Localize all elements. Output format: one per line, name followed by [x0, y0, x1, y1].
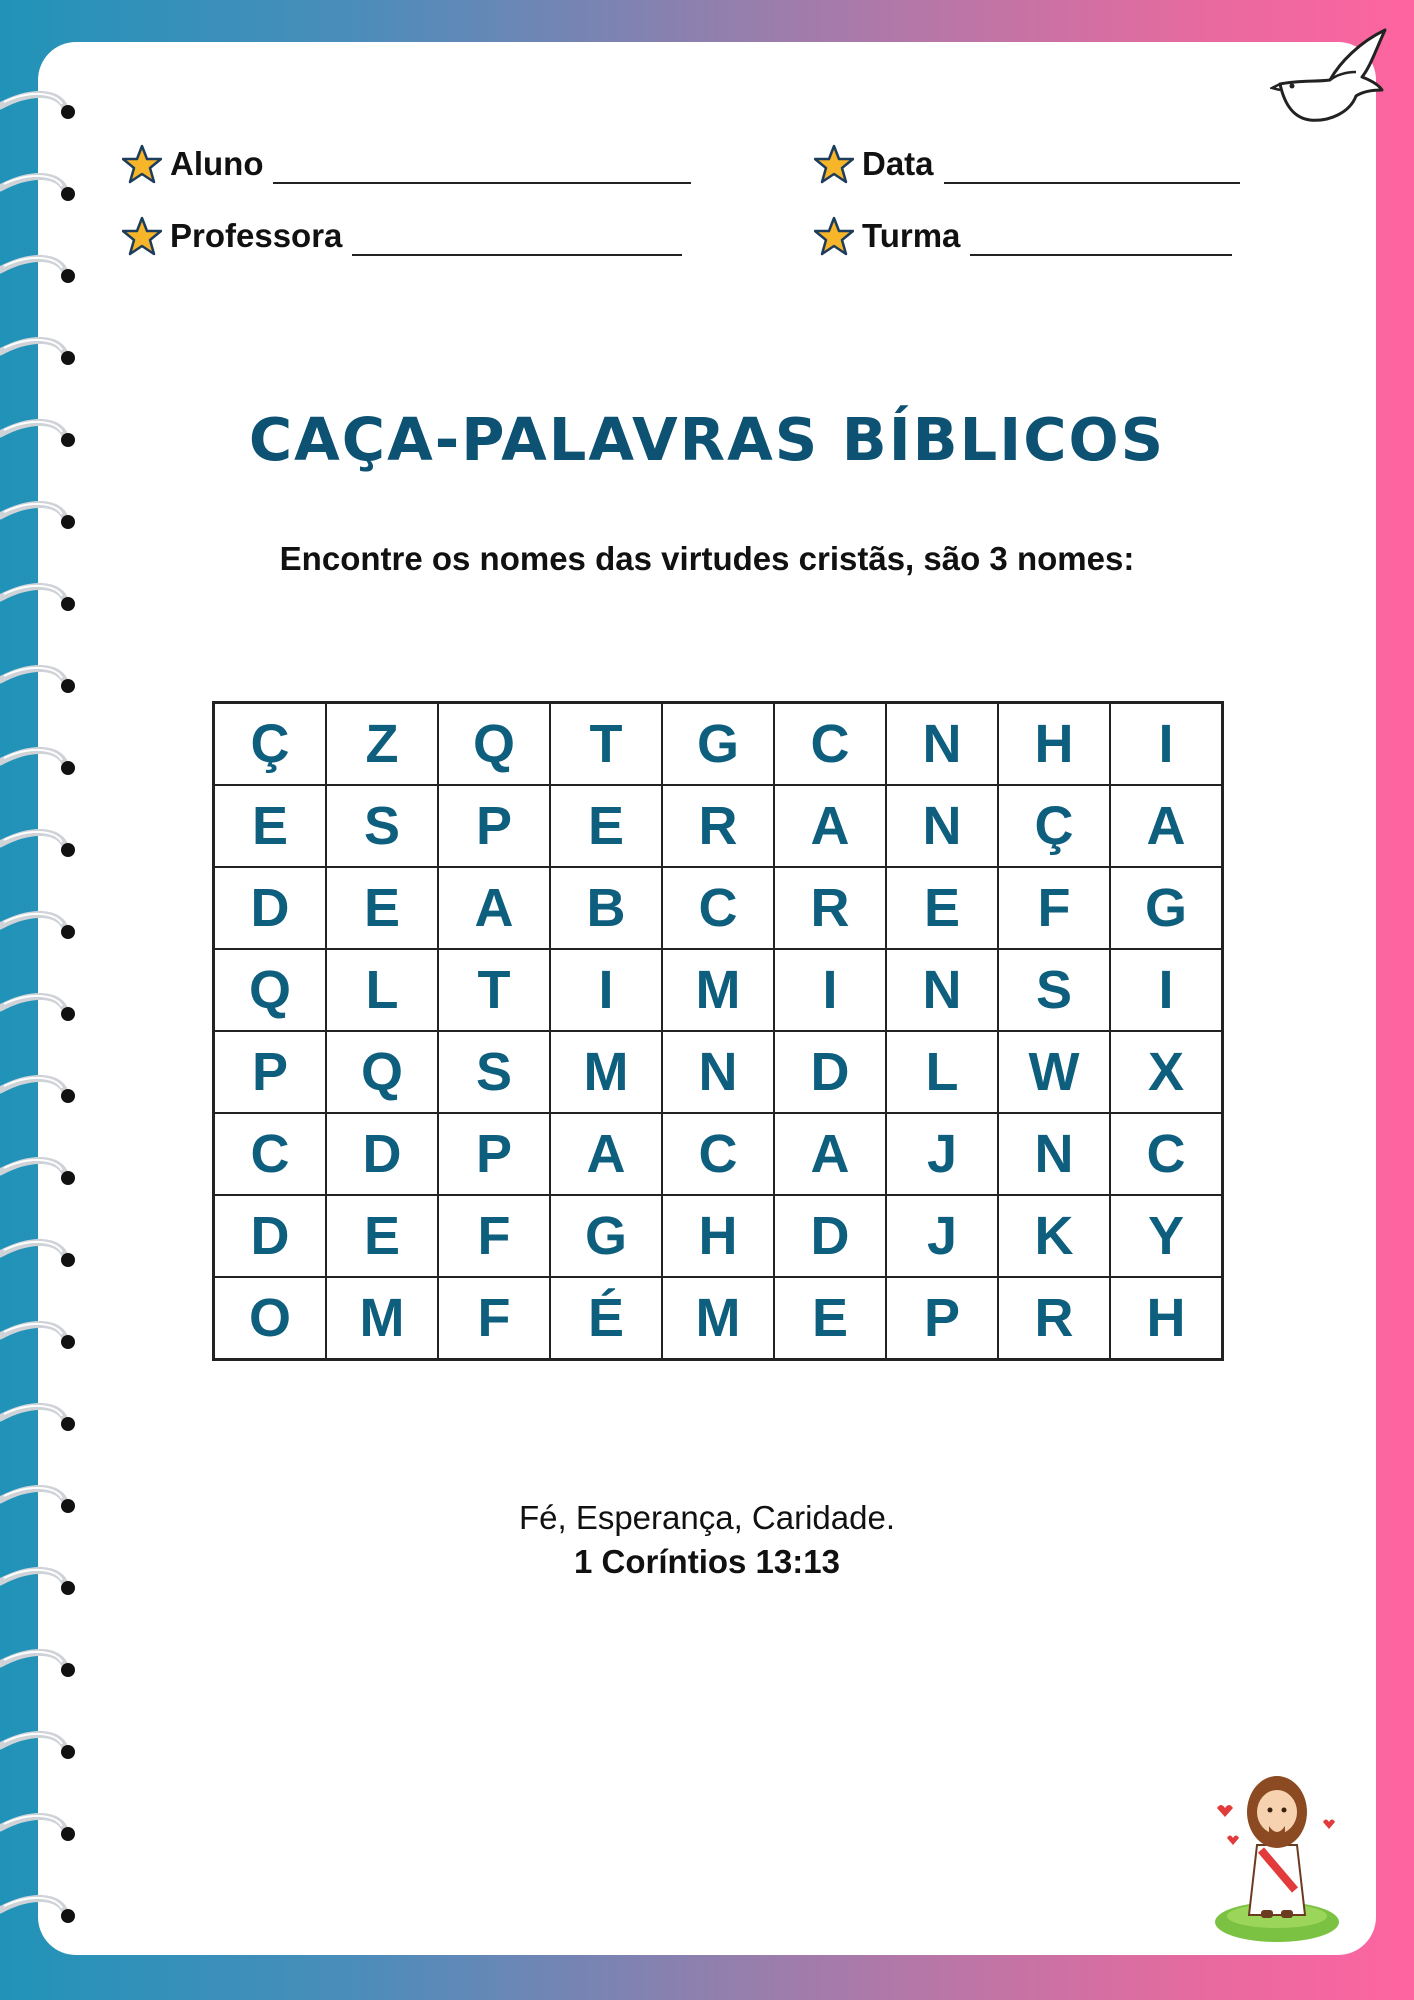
- spiral-ring: [0, 914, 75, 939]
- data-field[interactable]: [814, 140, 1240, 184]
- grid-cell[interactable]: X: [1110, 1031, 1223, 1113]
- grid-cell[interactable]: D: [214, 867, 327, 949]
- grid-cell[interactable]: E: [774, 1277, 886, 1360]
- grid-cell[interactable]: Q: [214, 949, 327, 1031]
- turma-label: Turma: [862, 217, 961, 254]
- turma-field[interactable]: [814, 212, 1232, 256]
- grid-cell[interactable]: D: [774, 1031, 886, 1113]
- grid-cell[interactable]: R: [662, 785, 774, 867]
- bible-reference: 1 Coríntios 13:13: [574, 1543, 840, 1580]
- grid-cell[interactable]: E: [886, 867, 998, 949]
- grid-cell[interactable]: E: [550, 785, 662, 867]
- grid-row: [214, 949, 1223, 1031]
- grid-cell[interactable]: N: [886, 785, 998, 867]
- grid-cell[interactable]: D: [214, 1195, 327, 1277]
- grid-row: [214, 867, 1223, 949]
- grid-cell[interactable]: S: [998, 949, 1110, 1031]
- grid-cell[interactable]: D: [774, 1195, 886, 1277]
- grid-cell[interactable]: N: [998, 1113, 1110, 1195]
- grid-cell[interactable]: J: [886, 1195, 998, 1277]
- grid-cell[interactable]: C: [214, 1113, 327, 1195]
- grid-cell[interactable]: A: [774, 785, 886, 867]
- grid-cell[interactable]: N: [886, 703, 998, 786]
- grid-cell[interactable]: I: [1110, 949, 1223, 1031]
- professora-line[interactable]: [352, 218, 682, 256]
- grid-cell[interactable]: R: [998, 1277, 1110, 1360]
- spiral-ring: [0, 1898, 75, 1923]
- spiral-ring: [0, 586, 75, 611]
- spiral-ring: [0, 1406, 75, 1431]
- grid-cell[interactable]: M: [326, 1277, 438, 1360]
- grid-cell[interactable]: B: [550, 867, 662, 949]
- grid-cell[interactable]: G: [662, 703, 774, 786]
- aluno-field[interactable]: [122, 140, 691, 184]
- grid-cell[interactable]: H: [662, 1195, 774, 1277]
- grid-cell[interactable]: N: [662, 1031, 774, 1113]
- grid-row: [214, 785, 1223, 867]
- grid-cell[interactable]: H: [998, 703, 1110, 786]
- spiral-ring: [0, 1078, 75, 1103]
- grid-cell[interactable]: F: [438, 1195, 550, 1277]
- grid-cell[interactable]: A: [1110, 785, 1223, 867]
- grid-cell[interactable]: A: [774, 1113, 886, 1195]
- spiral-ring: [0, 996, 75, 1021]
- grid-cell[interactable]: I: [774, 949, 886, 1031]
- spiral-binding: [0, 0, 90, 2000]
- grid-cell[interactable]: Z: [326, 703, 438, 786]
- grid-cell[interactable]: M: [662, 949, 774, 1031]
- star-icon: [122, 216, 162, 256]
- spiral-ring: [0, 94, 75, 119]
- grid-cell[interactable]: T: [550, 703, 662, 786]
- grid-cell[interactable]: R: [774, 867, 886, 949]
- grid-cell[interactable]: I: [550, 949, 662, 1031]
- grid-cell[interactable]: Ç: [214, 703, 327, 786]
- spiral-ring: [0, 176, 75, 201]
- grid-cell[interactable]: K: [998, 1195, 1110, 1277]
- grid-cell[interactable]: Q: [326, 1031, 438, 1113]
- spiral-ring: [0, 1816, 75, 1841]
- grid-cell[interactable]: E: [214, 785, 327, 867]
- instruction-text: Encontre os nomes das virtudes cristãs, são 3 nomes:: [279, 540, 1135, 577]
- grid-cell[interactable]: L: [886, 1031, 998, 1113]
- data-line[interactable]: [944, 146, 1240, 184]
- grid-cell[interactable]: P: [886, 1277, 998, 1360]
- answer-text: Fé, Esperança, Caridade.: [518, 1499, 896, 1536]
- star-icon: [122, 144, 162, 184]
- grid-cell[interactable]: Q: [438, 703, 550, 786]
- grid-cell[interactable]: C: [662, 1113, 774, 1195]
- spiral-ring: [0, 1652, 75, 1677]
- star-icon: [814, 144, 854, 184]
- aluno-label: Aluno: [170, 145, 264, 182]
- grid-cell[interactable]: S: [438, 1031, 550, 1113]
- spiral-ring: [0, 1242, 75, 1267]
- star-icon: [814, 216, 854, 256]
- grid-cell[interactable]: E: [326, 867, 438, 949]
- grid-row: [214, 1277, 1223, 1360]
- grid-cell[interactable]: F: [438, 1277, 550, 1360]
- grid-cell[interactable]: I: [1110, 703, 1223, 786]
- grid-cell[interactable]: T: [438, 949, 550, 1031]
- spiral-ring: [0, 1734, 75, 1759]
- grid-row: [214, 703, 1223, 786]
- grid-cell[interactable]: H: [1110, 1277, 1223, 1360]
- spiral-ring: [0, 1324, 75, 1349]
- grid-cell[interactable]: M: [662, 1277, 774, 1360]
- turma-line[interactable]: [970, 218, 1232, 256]
- grid-cell[interactable]: L: [326, 949, 438, 1031]
- spiral-ring: [0, 1160, 75, 1185]
- professora-label: Professora: [170, 217, 343, 254]
- dove-icon: [1270, 22, 1390, 132]
- grid-cell[interactable]: S: [326, 785, 438, 867]
- grid-cell[interactable]: N: [886, 949, 998, 1031]
- grid-cell[interactable]: C: [662, 867, 774, 949]
- grid-cell[interactable]: O: [214, 1277, 327, 1360]
- grid-row: [214, 1195, 1223, 1277]
- grid-cell[interactable]: C: [774, 703, 886, 786]
- spiral-ring: [0, 750, 75, 775]
- grid-cell[interactable]: A: [550, 1113, 662, 1195]
- jesus-illustration: [1205, 1750, 1345, 1945]
- grid-cell[interactable]: F: [998, 867, 1110, 949]
- page-title: CAÇA-PALAVRAS BÍBLICOS: [248, 405, 1166, 474]
- grid-cell[interactable]: Ç: [998, 785, 1110, 867]
- grid-cell[interactable]: P: [438, 1113, 550, 1195]
- professora-field[interactable]: [122, 212, 682, 256]
- grid-cell[interactable]: C: [1110, 1113, 1223, 1195]
- grid-cell[interactable]: Y: [1110, 1195, 1223, 1277]
- data-label: Data: [862, 145, 934, 182]
- grid-cell[interactable]: W: [998, 1031, 1110, 1113]
- spiral-ring: [0, 832, 75, 857]
- word-search-grid: [212, 701, 1224, 1361]
- spiral-ring: [0, 668, 75, 693]
- aluno-line[interactable]: [273, 146, 691, 184]
- grid-cell[interactable]: M: [550, 1031, 662, 1113]
- grid-cell[interactable]: J: [886, 1113, 998, 1195]
- grid-row: [214, 1113, 1223, 1195]
- grid-cell[interactable]: E: [326, 1195, 438, 1277]
- grid-row: [214, 1031, 1223, 1113]
- grid-cell[interactable]: G: [550, 1195, 662, 1277]
- grid-cell[interactable]: P: [438, 785, 550, 867]
- grid-cell[interactable]: É: [550, 1277, 662, 1360]
- spiral-ring: [0, 258, 75, 283]
- spiral-ring: [0, 340, 75, 365]
- grid-cell[interactable]: D: [326, 1113, 438, 1195]
- grid-cell[interactable]: A: [438, 867, 550, 949]
- spiral-ring: [0, 504, 75, 529]
- grid-cell[interactable]: G: [1110, 867, 1223, 949]
- grid-cell[interactable]: P: [214, 1031, 327, 1113]
